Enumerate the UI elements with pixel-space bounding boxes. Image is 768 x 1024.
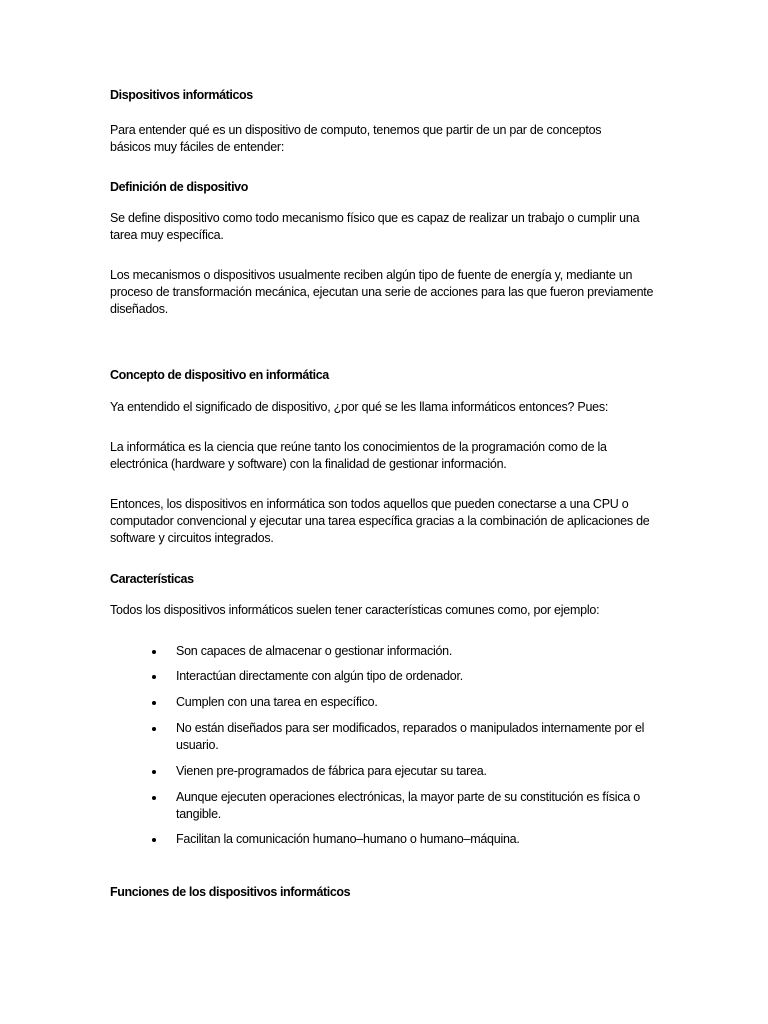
bullet-icon	[152, 770, 156, 774]
section-heading-funciones: Funciones de los dispositivos informáticos	[110, 885, 351, 899]
list-item-text: Cumplen con una tarea en específico.	[176, 695, 378, 709]
list-item	[152, 763, 656, 780]
concepto-paragraph-1: Ya entendido el significado de dispositivo, ¿por qué se les llama informáticos entonces? Pues:	[110, 400, 609, 414]
list-item	[152, 831, 656, 848]
list-item-text: No están diseñados para ser modificados, reparados o manipulados internamente por el usuario.	[176, 721, 645, 752]
definicion-paragraph-2: Los mecanismos o dispositivos usualmente reciben algún tipo de fuente de energía y, mediante un proceso de transformación mecánica, ejecutan una serie de acciones para las que fueron previamente diseñados.	[110, 268, 654, 316]
list-item-text: Son capaces de almacenar o gestionar información.	[176, 644, 453, 658]
list-item	[152, 694, 656, 711]
list-item-text: Aunque ejecuten operaciones electrónicas, la mayor parte de su constitución es física o tangible.	[176, 790, 640, 821]
list-item	[152, 789, 646, 823]
section-heading-caracteristicas: Características	[110, 572, 194, 586]
definicion-paragraph-1: Se define dispositivo como todo mecanismo físico que es capaz de realizar un trabajo o cumplir una tarea muy específica.	[110, 211, 640, 242]
caracteristicas-paragraph: Todos los dispositivos informáticos suelen tener características comunes como, por ejemplo:	[110, 603, 600, 617]
bullet-icon	[152, 650, 156, 654]
bullet-icon	[152, 796, 156, 800]
concepto-paragraph-3: Entonces, los dispositivos en informática son todos aquellos que pueden conectarse a una CPU o computador convencional y ejecutar una tarea específica gracias a la combinación de aplicaciones de software y circuitos integrados.	[110, 497, 650, 545]
list-item	[152, 720, 646, 754]
list-item	[152, 643, 656, 660]
section-heading-definicion: Definición de dispositivo	[110, 180, 248, 194]
bullet-icon	[152, 675, 156, 679]
list-item-text: Interactúan directamente con algún tipo de ordenador.	[176, 669, 463, 683]
bullet-icon	[152, 727, 156, 731]
section-heading-concepto: Concepto de dispositivo en informática	[110, 368, 329, 382]
bullet-icon	[152, 701, 156, 705]
list-item-text: Vienen pre-programados de fábrica para ejecutar su tarea.	[176, 764, 487, 778]
concepto-paragraph-2: La informática es la ciencia que reúne tanto los conocimientos de la programación como de la electrónica (hardware y software) con la finalidad de gestionar información.	[110, 440, 607, 471]
document-title: Dispositivos informáticos	[110, 88, 253, 102]
list-item-text: Facilitan la comunicación humano–humano o humano–máquina.	[176, 832, 520, 846]
intro-paragraph: Para entender qué es un dispositivo de computo, tenemos que partir de un par de conceptos básicos muy fáciles de entender:	[110, 123, 602, 154]
list-item	[152, 668, 656, 685]
bullet-icon	[152, 838, 156, 842]
